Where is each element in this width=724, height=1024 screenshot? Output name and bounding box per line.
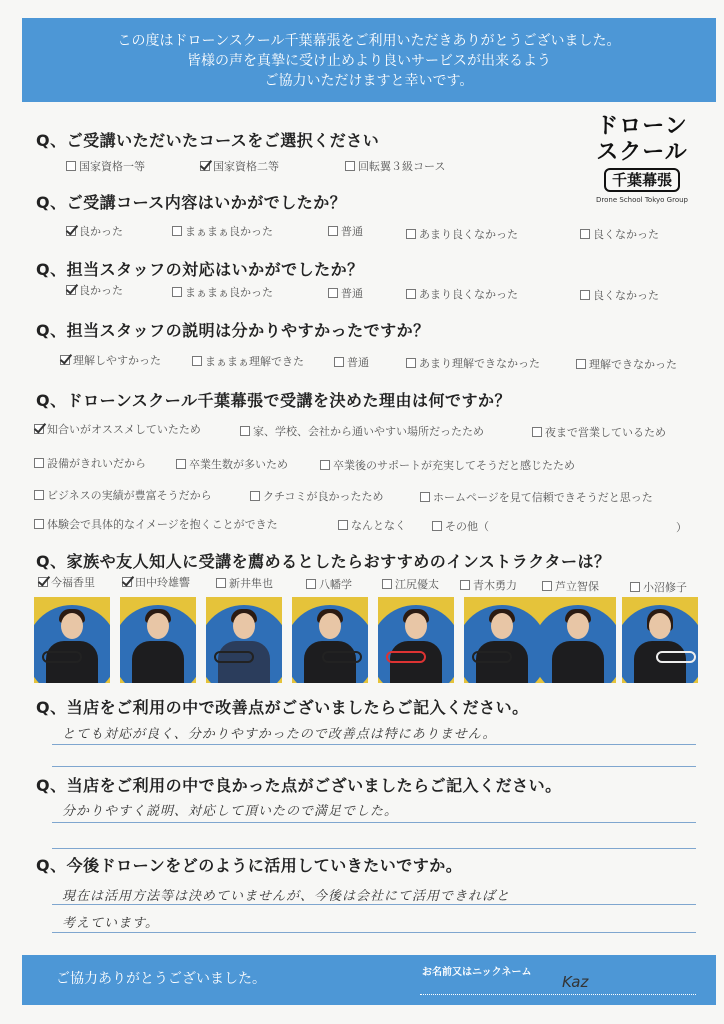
checkbox[interactable] [382,579,392,589]
name-label: お名前又はニックネーム [422,967,532,978]
write-line [52,848,696,849]
option-reason-9[interactable]: ホームページを見て信頼できそうだと思った [420,491,653,505]
checkbox[interactable] [328,226,338,236]
option-reason-10[interactable]: 体験会で具体的なイメージを抱くことができた [34,518,278,532]
checkbox[interactable] [338,520,348,530]
instructor-photo-5 [378,597,454,683]
option-reason-6[interactable]: 卒業後のサポートが充実してそうだと感じたため [320,459,575,473]
option-reason-12[interactable]: その他（ [432,520,489,534]
checkbox-checked[interactable] [34,424,44,434]
checkbox-checked[interactable] [66,226,76,236]
checkbox[interactable] [345,161,355,171]
header-banner [22,18,716,102]
option-explanation-3[interactable]: 普通 [334,356,369,370]
write-line [52,744,696,745]
question-staff-explanation: Q、担当スタッフの説明は分かりやすかったですか？ [36,321,430,340]
option-instructor-1[interactable]: 今福香里 [38,576,95,590]
name-value[interactable]: Kaz [562,973,589,991]
instructor-photo-4 [292,597,368,683]
instructor-photo-1 [34,597,110,683]
option-course-1[interactable]: 国家資格一等 [66,160,145,174]
option-explanation-5[interactable]: 理解できなかった [576,358,677,372]
checkbox[interactable] [320,460,330,470]
option-explanation-1[interactable]: 理解しやすかった [60,354,161,368]
checkbox[interactable] [34,458,44,468]
checkbox[interactable] [172,287,182,297]
option-response-5[interactable]: 良くなかった [580,289,659,303]
question-improvements: Q、当店をご利用の中で改善点がございましたらご記入ください。 [36,698,529,717]
option-content-3[interactable]: 普通 [328,225,363,239]
checkbox[interactable] [406,358,416,368]
checkbox[interactable] [34,490,44,500]
checkbox[interactable] [172,226,182,236]
option-course-2[interactable]: 国家資格二等 [200,160,279,174]
option-response-3[interactable]: 普通 [328,287,363,301]
checkbox[interactable] [66,161,76,171]
option-instructor-4[interactable]: 八幡学 [306,578,352,592]
write-line [52,932,696,933]
option-instructor-2[interactable]: 田中玲雄響 [122,576,190,590]
header-line-3: ご協力いただけますと幸いです。 [264,73,474,89]
option-response-1[interactable]: 良かった [66,284,123,298]
option-reason-other-close: ） [676,521,687,534]
footer-banner [22,955,716,1005]
answer-improvements: とても対応が良く、分かりやすかったので改善点は特にありません。 [62,727,497,742]
option-instructor-6[interactable]: 青木勇力 [460,579,517,593]
checkbox[interactable] [34,519,44,529]
option-response-2[interactable]: まぁまぁ良かった [172,286,273,300]
checkbox-checked[interactable] [60,355,70,365]
checkbox[interactable] [250,491,260,501]
checkbox[interactable] [580,290,590,300]
checkbox[interactable] [176,459,186,469]
instructor-photo-8 [622,597,698,683]
option-instructor-8[interactable]: 小沼修子 [630,581,687,595]
checkbox-checked[interactable] [66,285,76,295]
instructor-photo-6 [464,597,540,683]
checkbox[interactable] [328,288,338,298]
checkbox[interactable] [216,578,226,588]
name-line [420,994,696,995]
option-content-5[interactable]: 良くなかった [580,228,659,242]
checkbox[interactable] [432,521,442,531]
write-line [52,822,696,823]
checkbox[interactable] [576,359,586,369]
checkbox[interactable] [406,229,416,239]
question-reason: Q、ドローンスクール千葉幕張で受講を決めた理由は何ですか？ [36,391,511,410]
option-content-1[interactable]: 良かった [66,225,123,239]
logo-line-1: ドローン [596,114,688,139]
answer-good-points: 分かりやすく説明、対応して頂いたので満足でした。 [62,804,399,819]
school-logo [586,114,698,220]
checkbox[interactable] [420,492,430,502]
checkbox[interactable] [460,580,470,590]
question-course: Q、ご受講いただいたコースをご選択ください [36,131,380,150]
option-content-4[interactable]: あまり良くなかった [406,228,518,242]
option-reason-11[interactable]: なんとなく [338,519,406,533]
checkbox[interactable] [580,229,590,239]
option-instructor-5[interactable]: 江尻優太 [382,578,439,592]
question-staff-response: Q、担当スタッフの対応はいかがでしたか？ [36,260,364,279]
checkbox-checked[interactable] [122,577,132,587]
checkbox[interactable] [192,356,202,366]
header-line-2: 皆様の声を真摯に受け止めより良いサービスが出来るよう [187,53,551,69]
logo-line-3: 千葉幕張 [604,168,680,192]
checkbox[interactable] [240,426,250,436]
question-course-content: Q、ご受講コース内容はいかがでしたか？ [36,193,347,212]
checkbox[interactable] [630,582,640,592]
checkbox-checked[interactable] [200,161,210,171]
option-reason-2[interactable]: 家、学校、会社から通いやすい場所だったため [240,425,484,439]
instructor-photo-2 [120,597,196,683]
write-line [52,766,696,767]
option-response-4[interactable]: あまり良くなかった [406,288,518,302]
footer-thanks: ご協力ありがとうございました。 [56,971,266,987]
option-reason-3[interactable]: 夜まで営業しているため [532,426,666,440]
option-content-2[interactable]: まぁまぁ良かった [172,225,273,239]
question-good-points: Q、当店をご利用の中で良かった点がございましたらご記入ください。 [36,776,562,795]
checkbox[interactable] [532,427,542,437]
checkbox[interactable] [334,357,344,367]
question-future-use: Q、今後ドローンをどのように活用していきたいですか。 [36,856,463,875]
option-reason-7[interactable]: ビジネスの実績が豊富そうだから [34,489,212,503]
answer-future-use-2: 考えています。 [62,916,159,931]
option-instructor-7[interactable]: 芦立智保 [542,580,599,594]
question-instructor: Q、家族や友人知人に受講を薦めるとしたらおすすめのインストラクターは？ [36,552,611,571]
checkbox[interactable] [406,289,416,299]
checkbox[interactable] [306,579,316,589]
write-line [52,904,696,905]
option-reason-4[interactable]: 設備がきれいだから [34,457,146,471]
logo-line-4: Drone School Tokyo Group [596,196,688,204]
logo-line-2: スクール [596,140,688,165]
option-reason-5[interactable]: 卒業生数が多いため [176,458,288,472]
option-explanation-2[interactable]: まぁまぁ理解できた [192,355,304,369]
checkbox[interactable] [542,581,552,591]
answer-future-use-1: 現在は活用方法等は決めていませんが、今後は会社にて活用できればと [62,889,511,904]
option-instructor-3[interactable]: 新井隼也 [216,577,273,591]
option-reason-8[interactable]: クチコミが良かったため [250,490,384,504]
option-reason-1[interactable]: 知合いがオススメしていたため [34,423,201,437]
checkbox-checked[interactable] [38,577,48,587]
option-explanation-4[interactable]: あまり理解できなかった [406,357,540,371]
header-line-1: この度はドローンスクール千葉幕張をご利用いただきありがとうございました。 [117,33,621,49]
instructor-photo-7 [540,597,616,683]
instructor-photo-3 [206,597,282,683]
option-course-3[interactable]: 回転翼３級コース [345,160,445,174]
